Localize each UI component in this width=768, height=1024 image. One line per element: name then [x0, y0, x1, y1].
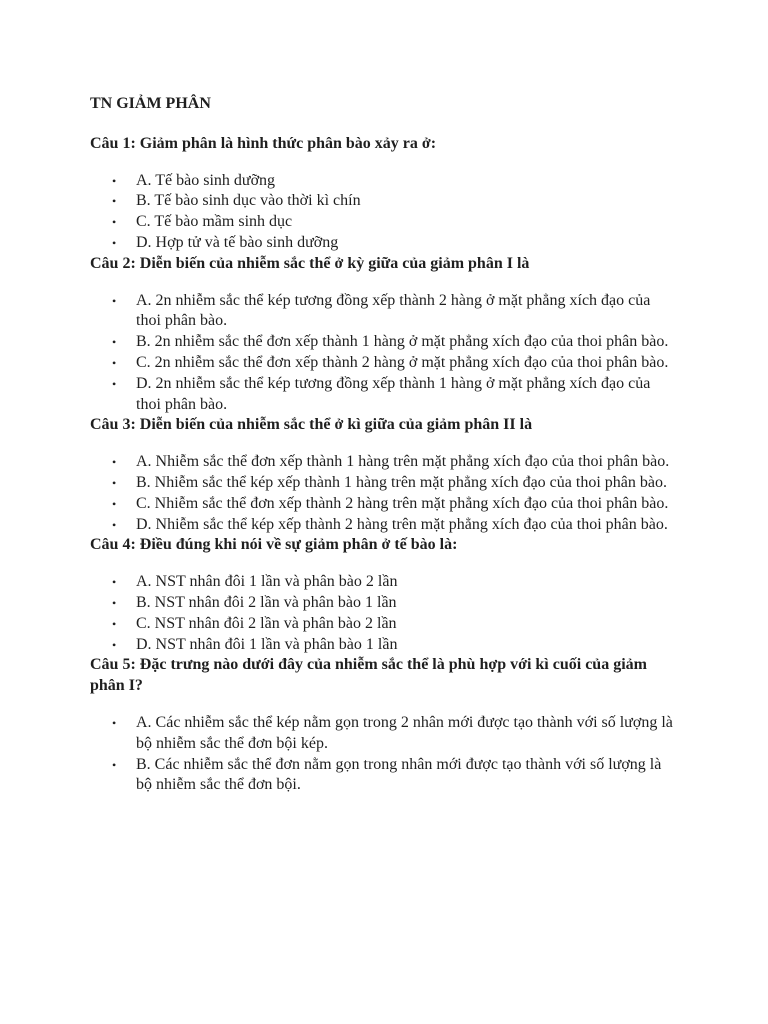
bullet-icon: • — [112, 173, 117, 188]
question-text: Câu 5: Đặc trưng nào dưới đây của nhiễm sắc thể là phù hợp với kì cuối của giảm phân I? — [90, 656, 647, 695]
option-text: D. 2n nhiễm sắc thể kép tương đồng xếp thành 1 hàng ở mặt phẳng xích đạo của thoi phân bào. — [136, 374, 651, 413]
question-1 — [90, 134, 678, 254]
list-item — [90, 593, 678, 614]
list-item — [90, 755, 678, 797]
bullet-icon: • — [112, 757, 117, 772]
option-text: C. 2n nhiễm sắc thể đơn xếp thành 2 hàng ở mặt phẳng xích đạo của thoi phân bào. — [136, 353, 669, 371]
bullet-icon: • — [112, 335, 117, 350]
list-item — [90, 291, 678, 333]
document-title: TN GIẢM PHÂN — [90, 95, 211, 112]
question-4 — [90, 535, 678, 655]
list-item — [90, 353, 678, 374]
option-text: D. Hợp tử và tế bào sinh dưỡng — [136, 233, 339, 251]
question-2 — [90, 254, 678, 416]
option-text: B. Tế bào sinh dục vào thời kì chín — [136, 192, 361, 210]
question-list — [90, 134, 678, 796]
list-item — [90, 332, 678, 353]
bullet-icon: • — [112, 637, 117, 652]
bullet-icon: • — [112, 355, 117, 370]
option-text: B. Nhiễm sắc thể kép xếp thành 1 hàng trên mặt phẳng xích đạo của thoi phân bào. — [136, 473, 667, 491]
option-text: B. 2n nhiễm sắc thể đơn xếp thành 1 hàng ở mặt phẳng xích đạo của thoi phân bào. — [136, 333, 669, 351]
list-item — [90, 572, 678, 593]
bullet-icon: • — [112, 475, 117, 490]
option-text: B. NST nhân đôi 2 lần và phân bào 1 lần — [136, 593, 397, 611]
list-item — [90, 171, 678, 192]
question-text: Câu 3: Diễn biến của nhiễm sắc thể ở kì giữa của giảm phân II là — [90, 416, 533, 434]
option-list — [90, 713, 678, 796]
list-item — [90, 191, 678, 212]
list-item — [90, 713, 678, 755]
option-list — [90, 291, 678, 416]
list-item — [90, 473, 678, 494]
bullet-icon: • — [112, 235, 117, 250]
option-text: C. NST nhân đôi 2 lần và phân bào 2 lần — [136, 614, 397, 632]
option-text: D. NST nhân đôi 1 lần và phân bào 1 lần — [136, 635, 398, 653]
list-item — [90, 515, 678, 536]
option-list — [90, 171, 678, 254]
option-text: A. Các nhiễm sắc thể kép nằm gọn trong 2 nhân mới được tạo thành với số lượng là bộ nhiễm sắc thể đơn bội kép. — [136, 713, 673, 752]
option-text: A. NST nhân đôi 1 lần và phân bào 2 lần — [136, 573, 398, 591]
question-text: Câu 2: Diễn biến của nhiễm sắc thể ở kỳ giữa của giảm phân I là — [90, 254, 530, 272]
bullet-icon: • — [112, 496, 117, 511]
bullet-icon: • — [112, 517, 117, 532]
question-text: Câu 1: Giảm phân là hình thức phân bào xảy ra ở: — [90, 134, 437, 152]
list-item — [90, 212, 678, 233]
list-item — [90, 452, 678, 473]
option-text: A. 2n nhiễm sắc thể kép tương đồng xếp thành 2 hàng ở mặt phẳng xích đạo của thoi phân bào. — [136, 291, 651, 330]
option-text: C. Tế bào mầm sinh dục — [136, 213, 293, 231]
option-text: A. Tế bào sinh dưỡng — [136, 171, 276, 189]
bullet-icon: • — [112, 194, 117, 209]
list-item — [90, 635, 678, 656]
list-item — [90, 614, 678, 635]
question-5 — [90, 655, 678, 796]
list-item — [90, 494, 678, 515]
question-text: Câu 4: Điều đúng khi nói về sự giảm phân ở tế bào là: — [90, 536, 458, 554]
bullet-icon: • — [112, 376, 117, 391]
bullet-icon: • — [112, 215, 117, 230]
bullet-icon: • — [112, 455, 117, 470]
option-list — [90, 452, 678, 535]
bullet-icon: • — [112, 715, 117, 730]
option-list — [90, 572, 678, 655]
option-text: B. Các nhiễm sắc thể đơn nằm gọn trong nhân mới được tạo thành với số lượng là bộ nhiễm sắc thể đơn bội. — [136, 755, 662, 794]
list-item — [90, 374, 678, 416]
bullet-icon: • — [112, 595, 117, 610]
option-text: A. Nhiễm sắc thể đơn xếp thành 1 hàng trên mặt phẳng xích đạo của thoi phân bào. — [136, 453, 670, 471]
bullet-icon: • — [112, 575, 117, 590]
option-text: C. Nhiễm sắc thể đơn xếp thành 2 hàng trên mặt phẳng xích đạo của thoi phân bào. — [136, 494, 669, 512]
bullet-icon: • — [112, 616, 117, 631]
option-text: D. Nhiễm sắc thể kép xếp thành 2 hàng trên mặt phẳng xích đạo của thoi phân bào. — [136, 515, 668, 533]
bullet-icon: • — [112, 293, 117, 308]
list-item — [90, 233, 678, 254]
question-3 — [90, 415, 678, 535]
